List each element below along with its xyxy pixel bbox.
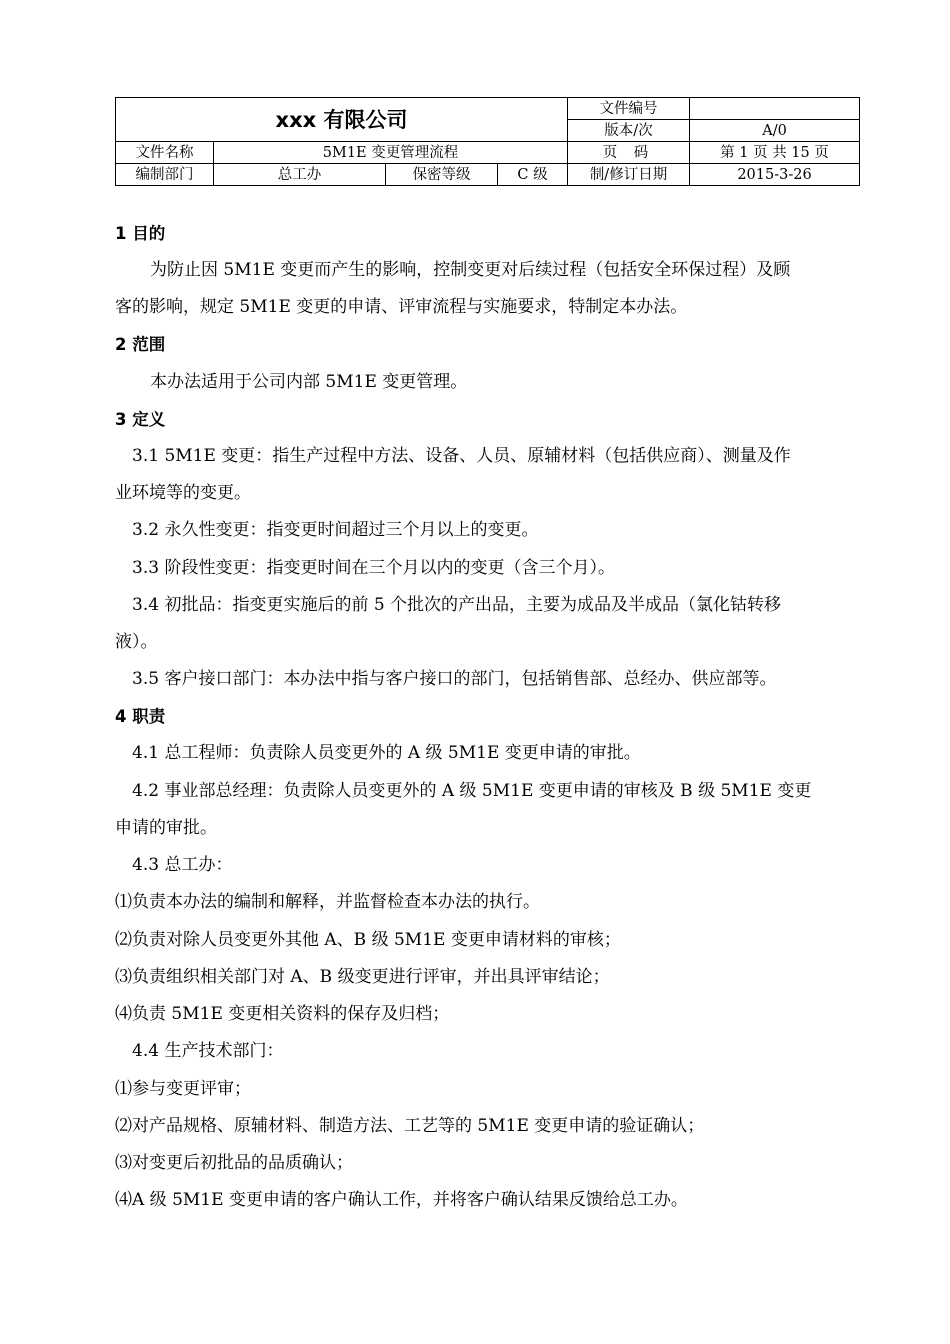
version-label: 版本/次	[568, 120, 690, 142]
page-label: 页 码	[568, 142, 690, 164]
secret-label: 保密等级	[386, 164, 498, 186]
file-no-label: 文件编号	[568, 98, 690, 120]
duty-item: 4.3 总工办：	[132, 855, 233, 875]
version-value: A/0	[690, 120, 860, 142]
document-header-table	[115, 97, 860, 186]
paragraph: 为防止因 5M1E 变更而产生的影响，控制变更对后续过程（包括安全环保过程）及顾	[150, 260, 791, 280]
section-2-heading: 2 范围	[115, 335, 166, 354]
file-name-label: 文件名称	[116, 142, 214, 164]
list-item: ⑶对变更后初批品的品质确认；	[115, 1153, 353, 1173]
list-item: ⑷A 级 5M1E 变更申请的客户确认工作，并将客户确认结果反馈给总工办。	[115, 1190, 688, 1210]
list-item: ⑵负责对除人员变更外其他 A、B 级 5M1E 变更申请材料的审核；	[115, 930, 621, 950]
definition-item: 3.5 客户接口部门：本办法中指与客户接口的部门，包括销售部、总经办、供应部等。	[132, 669, 777, 689]
list-item: ⑷负责 5M1E 变更相关资料的保存及归档；	[115, 1004, 450, 1024]
secret-value: C 级	[498, 164, 568, 186]
definition-item-cont: 业环境等的变更。	[115, 483, 251, 503]
definition-item: 3.4 初批品：指变更实施后的前 5 个批次的产出品，主要为成品及半成品（氯化钴转移	[132, 595, 782, 615]
section-4-heading: 4 职责	[115, 707, 166, 726]
paragraph: 客的影响，规定 5M1E 变更的申请、评审流程与实施要求，特制定本办法。	[115, 297, 688, 317]
section-1-heading: 1 目的	[115, 224, 166, 243]
file-name-value: 5M1E 变更管理流程	[214, 142, 568, 164]
list-item: ⑴负责本办法的编制和解释，并监督检查本办法的执行。	[115, 892, 540, 912]
date-value: 2015-3-26	[690, 164, 860, 186]
duty-item: 4.4 生产技术部门：	[132, 1041, 284, 1061]
paragraph: 本办法适用于公司内部 5M1E 变更管理。	[150, 372, 468, 392]
list-item: ⑵对产品规格、原辅材料、制造方法、工艺等的 5M1E 变更申请的验证确认；	[115, 1116, 705, 1136]
list-item: ⑶负责组织相关部门对 A、B 级变更进行评审，并出具评审结论；	[115, 967, 610, 987]
duty-item-cont: 申请的审批。	[115, 818, 217, 838]
list-item: ⑴参与变更评审；	[115, 1079, 251, 1099]
dept-label: 编制部门	[116, 164, 214, 186]
file-no-value	[690, 98, 860, 120]
duty-item: 4.2 事业部总经理：负责除人员变更外的 A 级 5M1E 变更申请的审核及 B 级 5M1E 变更	[132, 781, 812, 801]
definition-item: 3.3 阶段性变更：指变更时间在三个月以内的变更（含三个月）。	[132, 558, 615, 578]
definition-item: 3.2 永久性变更：指变更时间超过三个月以上的变更。	[132, 520, 539, 540]
date-label: 制/修订日期	[568, 164, 690, 186]
page-value: 第 1 页 共 15 页	[690, 142, 860, 164]
duty-item: 4.1 总工程师：负责除人员变更外的 A 级 5M1E 变更申请的审批。	[132, 743, 641, 763]
definition-item-cont: 液）。	[115, 632, 158, 652]
dept-value: 总工办	[214, 164, 386, 186]
section-3-heading: 3 定义	[115, 410, 166, 429]
definition-item: 3.1 5M1E 变更：指生产过程中方法、设备、人员、原辅材料（包括供应商）、测量及作	[132, 446, 791, 466]
company-name: xxx 有限公司	[116, 98, 568, 142]
